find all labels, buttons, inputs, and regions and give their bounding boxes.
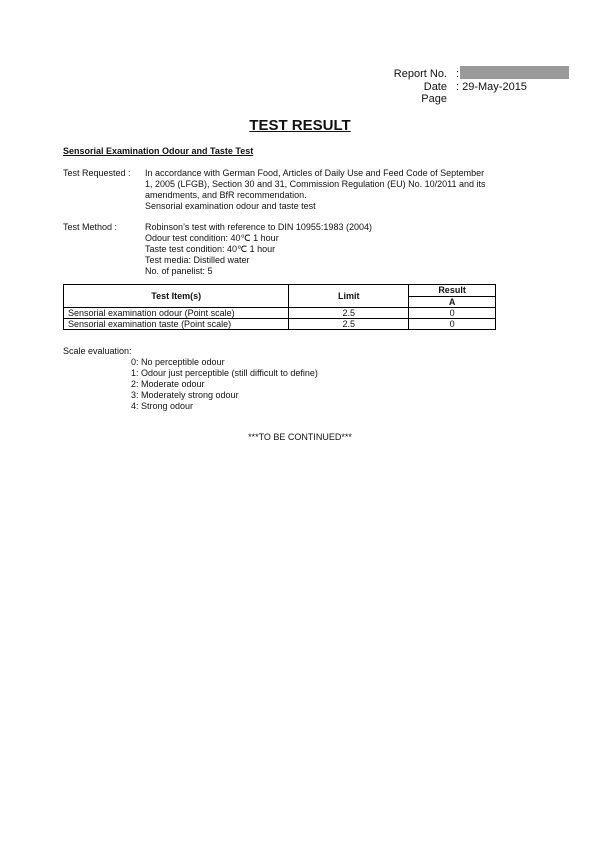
section-title: Sensorial Examination Odour and Taste Test (63, 146, 254, 156)
test-method-text (145, 222, 525, 277)
header-result-a: A (409, 296, 496, 308)
table-row (64, 308, 496, 319)
test-method-line: Taste test condition: 40℃ 1 hour (145, 244, 276, 254)
test-requested-line: 1, 2005 (LFGB), Section 30 and 31, Commission Regulation (EU) No. 10/2011 and its (145, 179, 486, 189)
test-requested-line: In accordance with German Food, Articles of Daily Use and Feed Code of September (145, 168, 485, 178)
test-requested-line: amendments, and BfR recommendation. (145, 190, 307, 200)
cell-item: Sensorial examination odour (Point scale) (64, 308, 289, 319)
header-limit: Limit (289, 285, 409, 308)
cell-item: Sensorial examination taste (Point scale) (64, 319, 289, 330)
scale-item: 1: Odour just perceptible (still difficult to define) (131, 368, 318, 378)
test-method-line: No. of panelist: 5 (145, 266, 213, 276)
page-label: Page (421, 93, 447, 105)
test-requested-label: Test Requested : (63, 168, 131, 178)
cell-limit: 2.5 (289, 308, 409, 319)
page-title: TEST RESULT (249, 117, 351, 134)
date-value: : 29-May-2015 (456, 81, 527, 93)
test-requested-line: Sensorial examination odour and taste test (145, 201, 316, 211)
table-header-row (64, 285, 496, 297)
scale-item: 3: Moderately strong odour (131, 390, 239, 400)
cell-result: 0 (409, 319, 496, 330)
scale-item: 4: Strong odour (131, 401, 194, 411)
result-table (63, 284, 496, 330)
test-requested-text (145, 168, 525, 212)
table-row (64, 319, 496, 330)
test-method-line: Test media: Distilled water (145, 255, 250, 265)
test-method-line: Odour test condition: 40℃ 1 hour (145, 233, 279, 243)
scale-list (131, 357, 431, 412)
header-test-items: Test Item(s) (64, 285, 289, 308)
scale-title: Scale evaluation: (63, 346, 132, 356)
test-method-label: Test Method : (63, 222, 118, 232)
test-method-line: Robinson’s test with reference to DIN 10955:1983 (2004) (145, 222, 372, 232)
to-be-continued: ***TO BE CONTINUED*** (248, 432, 352, 442)
header-result: Result (409, 285, 496, 297)
report-no-value: : (456, 68, 460, 80)
cell-result: 0 (409, 308, 496, 319)
scale-item: 2: Moderate odour (131, 379, 205, 389)
cell-limit: 2.5 (289, 319, 409, 330)
scale-item: 0: No perceptible odour (131, 357, 225, 367)
report-no-label: Report No. (393, 68, 447, 80)
redacted-report-number (460, 66, 569, 79)
date-label: Date (423, 81, 447, 93)
